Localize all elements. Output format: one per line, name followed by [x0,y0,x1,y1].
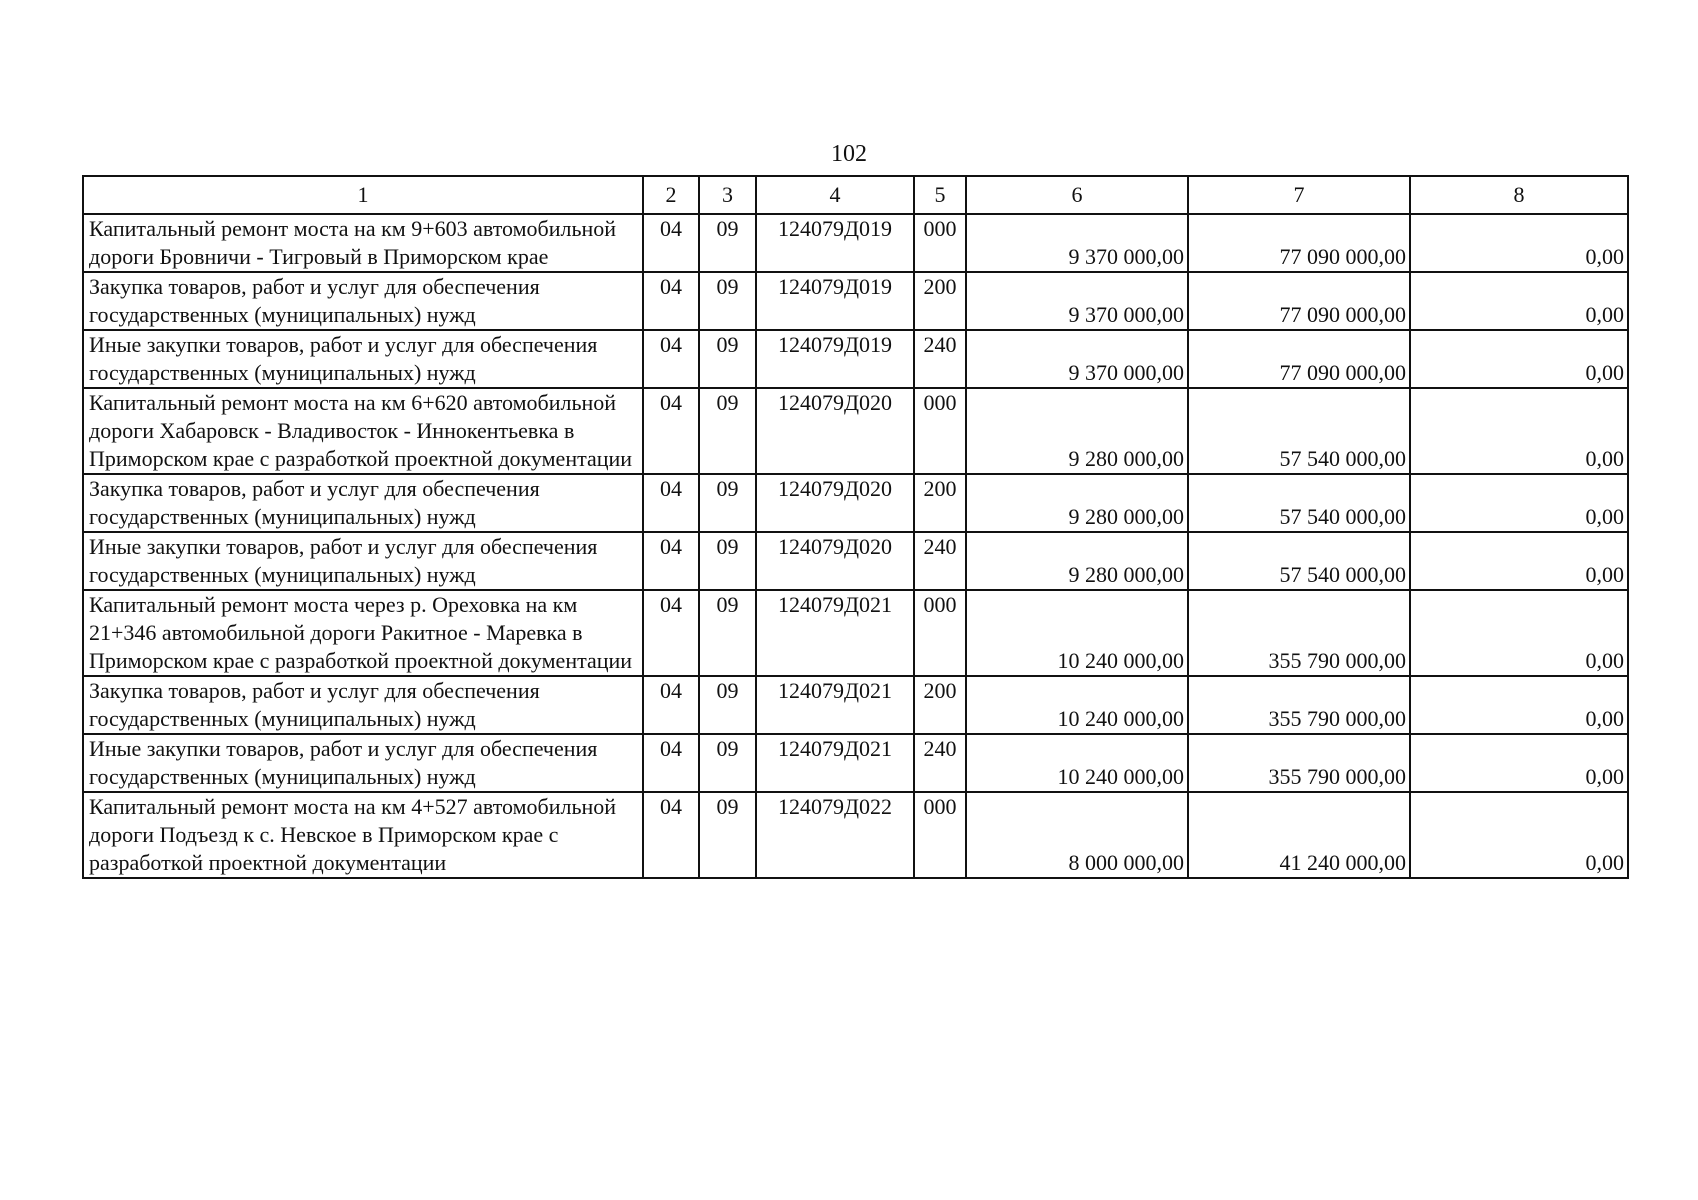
column-header: 6 [966,176,1188,214]
vr-cell: 240 [914,734,966,792]
pr-cell: 09 [699,792,756,878]
csr-cell: 124079Д020 [756,474,914,532]
table-row [83,590,1628,676]
csr-cell: 124079Д021 [756,590,914,676]
sum-year3-cell: 0,00 [1410,330,1628,388]
sum-year1-cell: 9 280 000,00 [966,388,1188,474]
csr-cell: 124079Д021 [756,734,914,792]
sum-year3-cell: 0,00 [1410,272,1628,330]
sum-year2-cell: 355 790 000,00 [1188,734,1410,792]
sum-year3-cell: 0,00 [1410,532,1628,590]
pr-cell: 09 [699,330,756,388]
pr-cell: 09 [699,676,756,734]
sum-year1-cell: 9 370 000,00 [966,214,1188,272]
sum-year2-cell: 57 540 000,00 [1188,474,1410,532]
column-header: 5 [914,176,966,214]
page-number: 102 [831,141,867,167]
rz-cell: 04 [643,474,699,532]
csr-cell: 124079Д020 [756,388,914,474]
sum-year2-cell: 355 790 000,00 [1188,676,1410,734]
csr-cell: 124079Д019 [756,214,914,272]
pr-cell: 09 [699,474,756,532]
sum-year3-cell: 0,00 [1410,388,1628,474]
table-row [83,676,1628,734]
sum-year2-cell: 77 090 000,00 [1188,214,1410,272]
sum-year1-cell: 10 240 000,00 [966,734,1188,792]
vr-cell: 000 [914,590,966,676]
rz-cell: 04 [643,330,699,388]
rz-cell: 04 [643,214,699,272]
sum-year3-cell: 0,00 [1410,734,1628,792]
rz-cell: 04 [643,272,699,330]
row-name-cell: Капитальный ремонт моста на км 6+620 автомобильной дороги Хабаровск - Владивосток - Иннокентьевка в Приморском крае с разработкой проектной документации [83,388,643,474]
table-row [83,792,1628,878]
sum-year3-cell: 0,00 [1410,474,1628,532]
rz-cell: 04 [643,388,699,474]
row-name-cell: Капитальный ремонт моста через р. Ореховка на км 21+346 автомобильной дороги Ракитное - Маревка в Приморском крае с разработкой проектной документации [83,590,643,676]
row-name-cell: Закупка товаров, работ и услуг для обеспечения государственных (муниципальных) нужд [83,474,643,532]
table-row [83,214,1628,272]
sum-year1-cell: 10 240 000,00 [966,676,1188,734]
rz-cell: 04 [643,676,699,734]
column-header: 2 [643,176,699,214]
sum-year1-cell: 9 370 000,00 [966,330,1188,388]
sum-year3-cell: 0,00 [1410,214,1628,272]
table-row [83,330,1628,388]
row-name-cell: Иные закупки товаров, работ и услуг для обеспечения государственных (муниципальных) нужд [83,734,643,792]
pr-cell: 09 [699,590,756,676]
column-header: 4 [756,176,914,214]
sum-year1-cell: 10 240 000,00 [966,590,1188,676]
sum-year1-cell: 9 280 000,00 [966,474,1188,532]
pr-cell: 09 [699,272,756,330]
budget-table [82,175,1629,879]
sum-year2-cell: 41 240 000,00 [1188,792,1410,878]
table-row [83,388,1628,474]
column-header: 8 [1410,176,1628,214]
vr-cell: 200 [914,474,966,532]
vr-cell: 000 [914,388,966,474]
pr-cell: 09 [699,388,756,474]
sum-year1-cell: 9 370 000,00 [966,272,1188,330]
sum-year2-cell: 355 790 000,00 [1188,590,1410,676]
pr-cell: 09 [699,734,756,792]
pr-cell: 09 [699,214,756,272]
sum-year2-cell: 57 540 000,00 [1188,532,1410,590]
sum-year3-cell: 0,00 [1410,792,1628,878]
vr-cell: 200 [914,676,966,734]
table-row [83,734,1628,792]
csr-cell: 124079Д022 [756,792,914,878]
csr-cell: 124079Д019 [756,330,914,388]
row-name-cell: Капитальный ремонт моста на км 4+527 автомобильной дороги Подъезд к с. Невское в Приморском крае с разработкой проектной документации [83,792,643,878]
rz-cell: 04 [643,532,699,590]
column-header: 1 [83,176,643,214]
csr-cell: 124079Д019 [756,272,914,330]
row-name-cell: Закупка товаров, работ и услуг для обеспечения государственных (муниципальных) нужд [83,676,643,734]
table-row [83,272,1628,330]
csr-cell: 124079Д021 [756,676,914,734]
rz-cell: 04 [643,792,699,878]
sum-year2-cell: 77 090 000,00 [1188,272,1410,330]
vr-cell: 240 [914,532,966,590]
sum-year3-cell: 0,00 [1410,590,1628,676]
rz-cell: 04 [643,734,699,792]
table-row [83,532,1628,590]
vr-cell: 200 [914,272,966,330]
vr-cell: 000 [914,792,966,878]
sum-year2-cell: 57 540 000,00 [1188,388,1410,474]
row-name-cell: Иные закупки товаров, работ и услуг для обеспечения государственных (муниципальных) нужд [83,330,643,388]
csr-cell: 124079Д020 [756,532,914,590]
pr-cell: 09 [699,532,756,590]
row-name-cell: Иные закупки товаров, работ и услуг для обеспечения государственных (муниципальных) нужд [83,532,643,590]
column-header: 3 [699,176,756,214]
vr-cell: 000 [914,214,966,272]
sum-year1-cell: 9 280 000,00 [966,532,1188,590]
header-row [83,176,1628,214]
vr-cell: 240 [914,330,966,388]
row-name-cell: Капитальный ремонт моста на км 9+603 автомобильной дороги Бровничи - Тигровый в Приморском крае [83,214,643,272]
table-row [83,474,1628,532]
column-header: 7 [1188,176,1410,214]
sum-year3-cell: 0,00 [1410,676,1628,734]
row-name-cell: Закупка товаров, работ и услуг для обеспечения государственных (муниципальных) нужд [83,272,643,330]
sum-year2-cell: 77 090 000,00 [1188,330,1410,388]
sum-year1-cell: 8 000 000,00 [966,792,1188,878]
rz-cell: 04 [643,590,699,676]
